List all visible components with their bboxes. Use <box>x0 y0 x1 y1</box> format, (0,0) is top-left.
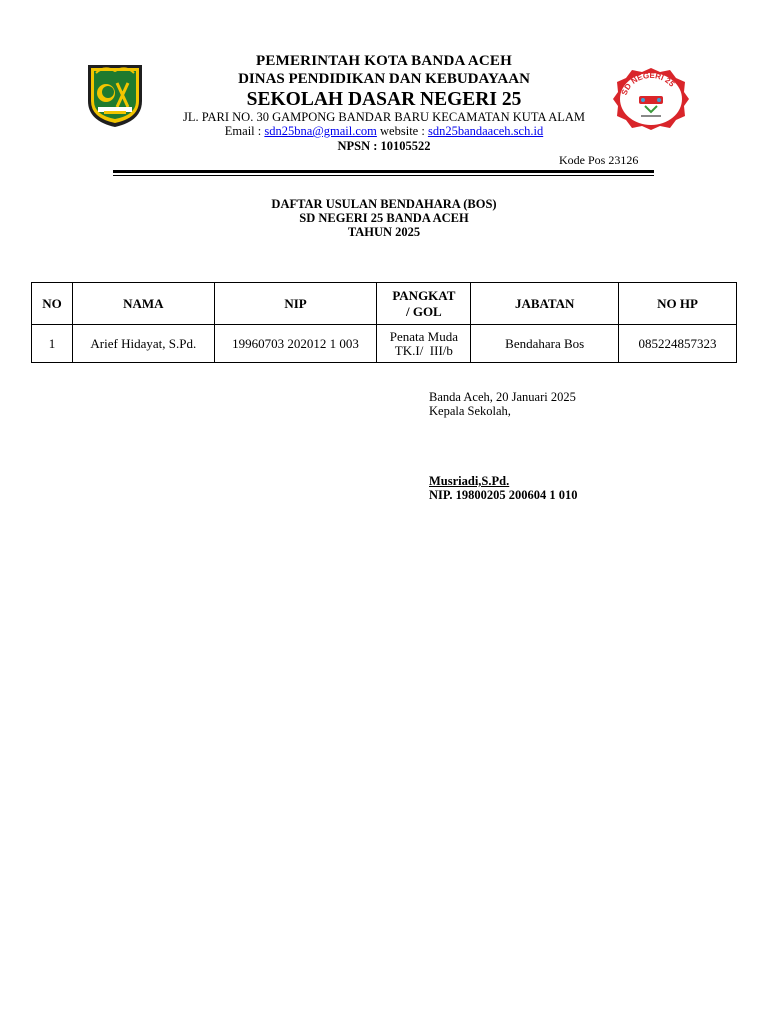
letterhead-address: JL. PARI NO. 30 GAMPONG BANDAR BARU KECAMATAN KUTA ALAM <box>182 110 586 124</box>
signature-place-date: Banda Aceh, 20 Januari 2025 <box>429 390 576 404</box>
header-nama: NAMA <box>72 283 214 325</box>
cell-no-hp: 085224857323 <box>619 325 737 363</box>
cell-pangkat-line2: TK.I/ III/b <box>394 342 453 358</box>
header-no: NO <box>32 283 73 325</box>
table-row <box>32 325 737 363</box>
letterhead-postal-code: Kode Pos 23126 <box>559 153 639 167</box>
signature-position: Kepala Sekolah, <box>429 404 511 418</box>
cell-nip: 19960703 202012 1 003 <box>214 325 377 363</box>
letterhead-divider-thin <box>113 175 654 176</box>
cell-no: 1 <box>32 325 73 363</box>
header-pangkat-line1: PANGKAT <box>392 287 456 303</box>
document-subtitle: SD NEGERI 25 BANDA ACEH <box>299 211 469 225</box>
header-jabatan: JABATAN <box>471 283 619 325</box>
cell-jabatan: Bendahara Bos <box>471 325 619 363</box>
letterhead-government: PEMERINTAH KOTA BANDA ACEH <box>256 53 512 69</box>
letterhead-department: DINAS PENDIDIKAN DAN KEBUDAYAAN <box>238 71 530 87</box>
cell-pangkat-gol <box>377 325 471 363</box>
letterhead-school-name: SEKOLAH DASAR NEGERI 25 <box>246 89 522 110</box>
cell-nama: Arief Hidayat, S.Pd. <box>72 325 214 363</box>
document-year: TAHUN 2025 <box>347 225 421 239</box>
website-link[interactable]: sdn25bandaaceh.sch.id <box>427 124 544 138</box>
signature-name: Musriadi,S.Pd. <box>429 474 510 488</box>
letterhead-divider-thick <box>113 170 654 173</box>
signature-nip: NIP. 19800205 200604 1 010 <box>429 488 578 502</box>
svg-text:SD NEGERI 25: SD NEGERI 25 <box>619 70 677 97</box>
treasurer-table <box>31 282 737 363</box>
letterhead-npsn: NPSN : 10105522 <box>337 139 431 153</box>
cell-pangkat-line1: Penata Muda <box>389 328 458 344</box>
letterhead-contact <box>0 124 768 139</box>
table-header-row <box>32 283 737 325</box>
website-label: website : <box>376 124 428 138</box>
header-pangkat-line2: / GOL <box>405 303 442 319</box>
header-pangkat-gol <box>377 283 471 325</box>
header-no-hp: NO HP <box>619 283 737 325</box>
email-link[interactable]: sdn25bna@gmail.com <box>264 124 377 138</box>
email-label: Email : <box>224 124 265 138</box>
signature-block <box>429 390 578 502</box>
header-nip: NIP <box>214 283 377 325</box>
document-title: DAFTAR USULAN BENDAHARA (BOS) <box>271 197 497 211</box>
